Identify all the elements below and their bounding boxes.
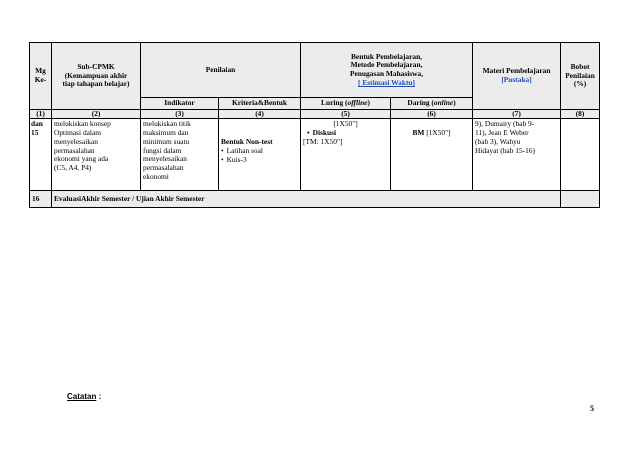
- subcpmk-line: ekonomi yang ada: [54, 154, 109, 164]
- evaluation-label: EvaluasiAkhir Semester / Ujian Akhir Semester: [54, 194, 205, 204]
- subcpmk-line: (C5, A4, P4): [54, 163, 92, 173]
- header-bentuk-line: Metode Pembelajaran,: [350, 60, 423, 70]
- header-bobot-line: (%): [573, 79, 587, 89]
- kriteria-title: Bentuk Non-test: [221, 137, 273, 147]
- header-subcpmk-line: tiap tahapan belajar): [62, 79, 130, 89]
- kriteria-cell: [219, 119, 301, 191]
- header-bentuk: [301, 43, 473, 98]
- column-number: (5): [301, 109, 391, 119]
- indikator-line: ekonomi: [143, 171, 169, 181]
- subcpmk-line: melukiskan konsep: [54, 119, 111, 129]
- kriteria-item: • Latihan soal: [221, 147, 298, 156]
- indikator-line: maksimum dan: [143, 128, 189, 138]
- header-daring-close: ): [453, 98, 456, 107]
- header-kriteria: [219, 98, 301, 110]
- header-bentuk-line: Penugasan Mahasiswa,: [349, 69, 424, 78]
- materi-line: 9), Dumairy (bab 9-: [475, 119, 535, 129]
- column-number-row: [30, 109, 600, 119]
- indikator-line: permasalahan: [143, 163, 184, 173]
- header-luring-close: ): [367, 98, 370, 107]
- column-number: (8): [561, 109, 600, 119]
- indikator-line: menyelesaikan: [143, 154, 187, 164]
- bobot-cell: [561, 119, 600, 191]
- header-subcpmk: [52, 43, 141, 110]
- header-materi: [473, 43, 561, 110]
- bobot-cell: [561, 191, 600, 208]
- header-week-label: Mg Ke-: [34, 66, 47, 84]
- table-row: [30, 191, 600, 208]
- indikator-line: melukiskan titik: [143, 119, 191, 129]
- daring-cell: [391, 119, 473, 191]
- header-week: [30, 43, 52, 110]
- header-subcpmk-line: (Kemampuan akhir: [64, 70, 128, 80]
- header-estimasi-waktu: [ Estimasi Waktu]: [358, 77, 415, 87]
- header-subcpmk-line: Sub-CPMK: [77, 61, 115, 71]
- header-bobot-line: Bobot: [570, 61, 590, 71]
- materi-line: Hidayat (bab 15-16): [475, 145, 535, 155]
- materi-line: (bab 3), Wahyu: [475, 136, 521, 146]
- materi-cell: [473, 119, 561, 191]
- header-bentuk-line: Bentuk Pembelajaran,: [351, 51, 423, 61]
- column-number: (2): [52, 109, 141, 119]
- luring-tm: [TM: 1X50"]: [303, 136, 343, 146]
- header-penilaian: [141, 43, 301, 98]
- header-daring-italic: online: [433, 98, 454, 107]
- week-label: 16: [32, 194, 40, 204]
- header-luring: [301, 98, 391, 110]
- column-number: (4): [219, 109, 301, 119]
- week-cell: [30, 191, 52, 208]
- luring-method: • Diskusi: [303, 129, 388, 138]
- materi-line: 11), Jean E Weber: [475, 128, 529, 138]
- header-luring-label: Luring (: [321, 98, 348, 107]
- catatan-separator: :: [96, 392, 102, 401]
- subcpmk-line: menyelesaikan: [54, 136, 98, 146]
- header-bobot-line: Penilaian: [565, 70, 595, 80]
- column-number: (1): [30, 109, 52, 119]
- header-penilaian-label: Penilaian: [205, 64, 236, 74]
- header-pustaka-label: [Pustaka]: [501, 74, 532, 84]
- subcpmk-line: Optimasi dalam: [54, 128, 102, 138]
- header-indikator: [141, 98, 219, 110]
- column-number: (6): [391, 109, 473, 119]
- header-materi-label: Materi Pembelajaran: [482, 66, 551, 76]
- kriteria-item: • Kuis-3: [221, 156, 298, 165]
- table-row: [30, 119, 600, 191]
- week-cell: [30, 119, 52, 191]
- daring-method: BM: [412, 128, 425, 138]
- rps-table: [29, 42, 600, 208]
- daring-time: [1X50"]: [424, 128, 451, 138]
- header-row-1: [30, 43, 600, 98]
- header-bobot: [561, 43, 600, 110]
- luring-time: [1X50"]: [333, 119, 358, 129]
- catatan-label: Catatan: [67, 392, 97, 401]
- catatan-note: [67, 392, 101, 401]
- evaluation-cell: [52, 191, 561, 208]
- header-luring-italic: offline: [347, 98, 368, 107]
- indikator-line: minimum suatu: [143, 136, 190, 146]
- header-daring-label: Daring (: [407, 98, 434, 107]
- week-label: dan 15: [31, 119, 43, 138]
- column-number: (3): [141, 109, 219, 119]
- luring-cell: [301, 119, 391, 191]
- header-daring: [391, 98, 473, 110]
- indikator-cell: [141, 119, 219, 191]
- header-kriteria-label: Kriteria&Bentuk: [232, 98, 288, 107]
- page-number: 5: [590, 404, 594, 413]
- indikator-line: fungsi dalam: [143, 145, 182, 155]
- subcpmk-line: permasalahan: [54, 145, 95, 155]
- column-number: (7): [473, 109, 561, 119]
- subcpmk-cell: [52, 119, 141, 191]
- header-indikator-label: Indikator: [164, 98, 195, 107]
